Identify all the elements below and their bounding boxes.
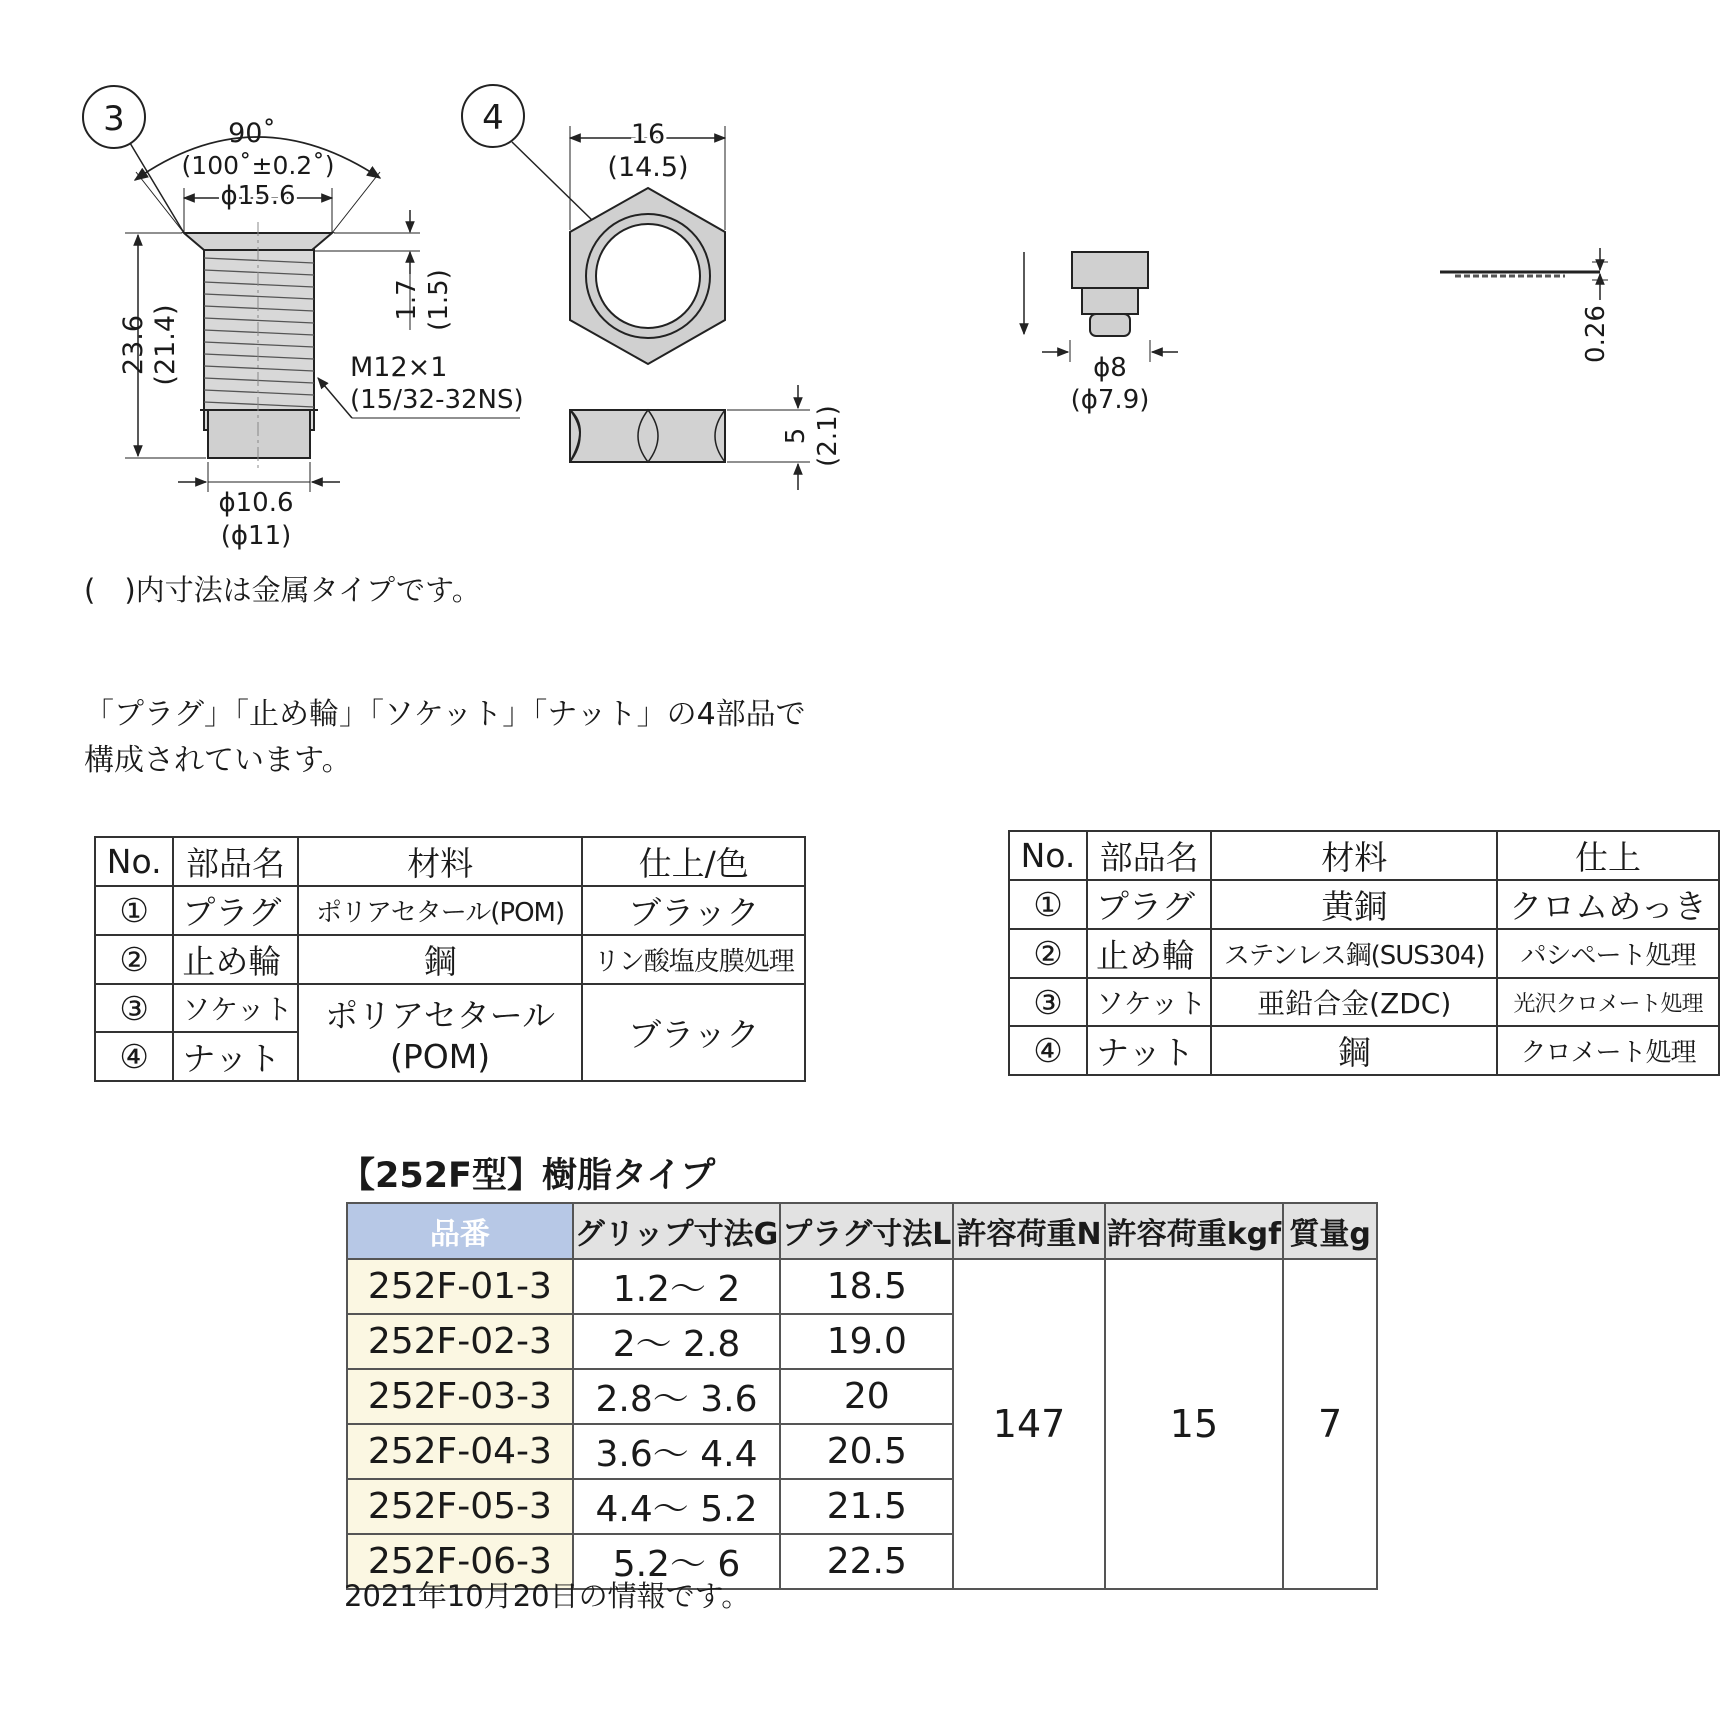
ring-thickness-label: 0.26 <box>1581 305 1611 363</box>
cell-no: ② <box>1009 929 1087 978</box>
table-row <box>95 984 805 1032</box>
nut-height-metal-label: (2.1) <box>813 405 843 467</box>
ring-drawing <box>1440 248 1611 363</box>
plug-angle-label: 90˚ <box>228 118 276 149</box>
header-no: No. <box>1009 831 1087 880</box>
info-date-footer: 2021年10月20日の情報です。 <box>344 1579 751 1613</box>
description-line-2: 構成されています。 <box>84 743 352 778</box>
header-material: 材料 <box>1211 831 1497 880</box>
cell-finish: ブラック <box>582 886 805 935</box>
plug-head-height-label: 1.7 <box>392 279 422 321</box>
cell-part-number: 252F-05-3 <box>347 1479 573 1534</box>
cell-no: ③ <box>1009 978 1087 1026</box>
plug-shank-dia-label: ϕ10.6 <box>218 488 294 518</box>
cell-part-name: ソケット <box>173 984 297 1032</box>
table-row <box>347 1203 1377 1259</box>
plug-thread-metal-label: (15/32-32NS) <box>350 385 524 415</box>
nut-width-metal-label: (14.5) <box>607 152 689 183</box>
header-part-name: 部品名 <box>173 837 297 886</box>
cell-part-name: 止め輪 <box>173 935 297 984</box>
header-no: No. <box>95 837 173 886</box>
cell-part-name: プラグ <box>1087 880 1211 929</box>
table-row <box>1009 1026 1719 1075</box>
metal-dims-note: ( )内寸法は金属タイプです。 <box>84 573 481 607</box>
cell-material: 黄銅 <box>1211 880 1497 929</box>
nut-height-label: 5 <box>781 427 811 445</box>
table-row <box>1009 880 1719 929</box>
header-grip-size: グリップ寸法G <box>573 1203 780 1259</box>
cell-plug-size: 18.5 <box>780 1259 953 1314</box>
cell-finish: クロメート処理 <box>1497 1026 1719 1075</box>
cell-finish: クロムめっき <box>1497 880 1719 929</box>
cell-material-merged <box>298 984 583 1081</box>
cell-material: ステンレス鋼(SUS304) <box>1211 929 1497 978</box>
cell-no: ④ <box>95 1032 173 1081</box>
header-part-name: 部品名 <box>1087 831 1211 880</box>
cell-part-number: 252F-02-3 <box>347 1314 573 1369</box>
socket-dia-metal-label: (ϕ7.9) <box>1070 385 1150 415</box>
header-load-n: 許容荷重N <box>953 1203 1104 1259</box>
cell-grip-size: 4.4～ 5.2 <box>573 1479 780 1534</box>
spec-title: 【252F型】樹脂タイプ <box>340 1156 716 1196</box>
cell-no: ④ <box>1009 1026 1087 1075</box>
table-row <box>1009 831 1719 880</box>
cell-part-name: ソケット <box>1087 978 1211 1026</box>
cell-plug-size: 19.0 <box>780 1314 953 1369</box>
header-load-kgf: 許容荷重kgf <box>1105 1203 1283 1259</box>
cell-no: ① <box>95 886 173 935</box>
header-material: 材料 <box>298 837 583 886</box>
cell-grip-size: 3.6～ 4.4 <box>573 1424 780 1479</box>
cell-no: ② <box>95 935 173 984</box>
table-row <box>95 837 805 886</box>
header-plug-size: プラグ寸法L <box>780 1203 953 1259</box>
merged-material-line-1: ポリアセタール <box>325 995 556 1035</box>
nut-callout-number: 4 <box>482 98 504 138</box>
nut-drawing <box>462 85 843 490</box>
cell-finish: パシペート処理 <box>1497 929 1719 978</box>
cell-plug-size: 21.5 <box>780 1479 953 1534</box>
cell-part-number: 252F-01-3 <box>347 1259 573 1314</box>
cell-plug-size: 22.5 <box>780 1534 953 1589</box>
cell-load-n: 147 <box>953 1259 1104 1589</box>
plug-callout-number: 3 <box>103 99 125 139</box>
cell-material: ポリアセタール(POM) <box>298 886 583 935</box>
cell-part-name: 止め輪 <box>1087 929 1211 978</box>
resin-parts-table <box>94 836 806 1082</box>
metal-parts-table <box>1008 830 1720 1076</box>
cell-load-kgf: 15 <box>1105 1259 1283 1589</box>
header-finish: 仕上/色 <box>582 837 805 886</box>
plug-head-height-metal-label: (1.5) <box>424 269 454 331</box>
plug-angle-metal-label: (100˚±0.2˚) <box>181 151 335 180</box>
technical-drawing <box>0 0 1728 560</box>
cell-part-name: ナット <box>1087 1026 1211 1075</box>
socket-drawing <box>1024 252 1178 415</box>
table-row <box>1009 978 1719 1026</box>
cell-no: ① <box>1009 880 1087 929</box>
plug-drawing <box>83 86 524 551</box>
plug-shank-dia-metal-label: (ϕ11) <box>220 521 292 551</box>
table-row <box>1009 929 1719 978</box>
description-line-1: 「プラグ」「止め輪」「ソケット」「ナット」の4部品で <box>84 697 806 732</box>
table-row <box>95 935 805 984</box>
cell-grip-size: 2.8～ 3.6 <box>573 1369 780 1424</box>
cell-part-number: 252F-04-3 <box>347 1424 573 1479</box>
table-row <box>347 1259 1377 1314</box>
cell-material: 鋼 <box>298 935 583 984</box>
cell-finish: リン酸塩皮膜処理 <box>582 935 805 984</box>
plug-length-metal-label: (21.4) <box>150 304 181 386</box>
cell-plug-size: 20.5 <box>780 1424 953 1479</box>
spec-table <box>346 1202 1378 1590</box>
socket-dia-label: ϕ8 <box>1093 353 1127 383</box>
cell-finish-merged: ブラック <box>582 984 805 1081</box>
cell-plug-size: 20 <box>780 1369 953 1424</box>
cell-material: 亜鉛合金(ZDC) <box>1211 978 1497 1026</box>
nut-width-label: 16 <box>630 119 666 150</box>
plug-length-label: 23.6 <box>118 314 149 376</box>
header-part-number: 品番 <box>347 1203 573 1259</box>
table-row <box>95 886 805 935</box>
header-finish: 仕上 <box>1497 831 1719 880</box>
description <box>84 692 806 784</box>
cell-finish: 光沢クロメート処理 <box>1497 978 1719 1026</box>
cell-grip-size: 5.2～ 6 <box>573 1534 780 1589</box>
cell-no: ③ <box>95 984 173 1032</box>
cell-grip-size: 1.2～ 2 <box>573 1259 780 1314</box>
plug-head-dia-label: ϕ15.6 <box>220 181 296 211</box>
header-mass: 質量g <box>1283 1203 1377 1259</box>
cell-part-number: 252F-03-3 <box>347 1369 573 1424</box>
cell-grip-size: 2～ 2.8 <box>573 1314 780 1369</box>
cell-part-number: 252F-06-3 <box>347 1534 573 1589</box>
cell-mass: 7 <box>1283 1259 1377 1589</box>
merged-material-line-2: (POM) <box>390 1036 491 1076</box>
cell-part-name: ナット <box>173 1032 297 1081</box>
cell-part-name: プラグ <box>173 886 297 935</box>
plug-thread-label: M12×1 <box>350 352 448 383</box>
cell-material: 鋼 <box>1211 1026 1497 1075</box>
